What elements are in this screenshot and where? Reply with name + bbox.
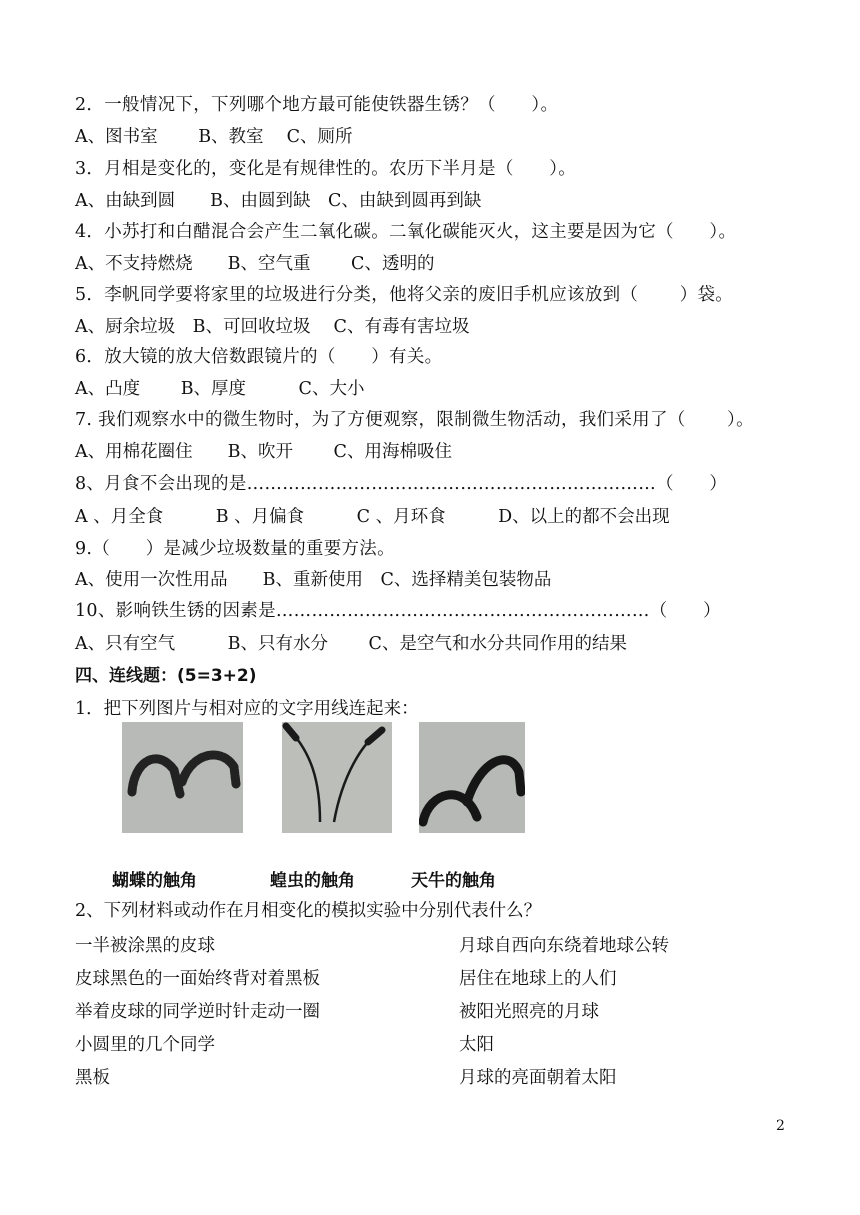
matching-instruction-2: 2、下列材料或动作在月相变化的模拟实验中分别代表什么？ xyxy=(75,901,542,921)
question-2: 2．一般情况下，下列哪个地方最可能使铁器生锈？（ ）。 xyxy=(75,95,559,115)
options-7: A、用棉花圈住 B、吹开 C、用海棉吸住 xyxy=(75,442,452,462)
options-9: A、使用一次性用品 B、重新使用 C、选择精美包装物品 xyxy=(75,570,552,590)
beetle-antennae-photo xyxy=(419,722,525,833)
right-item-5: 月球的亮面朝着太阳 xyxy=(459,1068,617,1088)
left-item-4: 小圆里的几个同学 xyxy=(75,1035,215,1055)
section-title: 四、连线题：(5=3+2) xyxy=(75,666,257,686)
right-item-2: 居住在地球上的人们 xyxy=(459,969,617,989)
left-item-2: 皮球黑色的一面始终背对着黑板 xyxy=(75,969,320,989)
label-butterfly: 蝴蝶的触角 xyxy=(112,871,197,891)
left-item-3: 举着皮球的同学逆时针走动一圈 xyxy=(75,1002,320,1022)
locust-antennae-photo xyxy=(282,722,392,833)
label-beetle: 天牛的触角 xyxy=(411,871,496,891)
left-item-5: 黑板 xyxy=(75,1068,110,1088)
matching-instruction-1: 1．把下列图片与相对应的文字用线连起来： xyxy=(75,699,419,719)
options-6: A、凸度 B、厚度 C、大小 xyxy=(75,379,365,399)
question-6: 6．放大镜的放大倍数跟镜片的（ ）有关。 xyxy=(75,347,443,367)
question-8: 8、月食不会出现的是……………………………………………………………（ ） xyxy=(75,474,728,494)
options-3: A、由缺到圆 B、由圆到缺 C、由缺到圆再到缺 xyxy=(75,191,482,211)
label-locust: 蝗虫的触角 xyxy=(270,871,355,891)
question-3: 3．月相是变化的，变化是有规律性的。农历下半月是（ ）。 xyxy=(75,159,577,179)
question-4: 4．小苏打和白醋混合会产生二氧化碳。二氧化碳能灭火，这主要是因为它（ ）。 xyxy=(75,222,737,242)
options-5: A、厨余垃圾 B、可回收垃圾 C、有毒有害垃圾 xyxy=(75,317,470,337)
butterfly-antennae-photo xyxy=(122,722,243,833)
options-10: A、只有空气 B、只有水分 C、是空气和水分共同作用的结果 xyxy=(75,634,627,654)
left-item-1: 一半被涂黑的皮球 xyxy=(75,936,215,956)
options-8: A 、月全食 B 、月偏食 C 、月环食 D、以上的都不会出现 xyxy=(75,507,670,527)
page-number: 2 xyxy=(776,1118,785,1134)
question-7: 7. 我们观察水中的微生物时，为了方便观察，限制微生物活动，我们采用了（ ）。 xyxy=(75,410,754,430)
question-5: 5．李帆同学要将家里的垃圾进行分类，他将父亲的废旧手机应该放到（ ）袋。 xyxy=(75,285,734,305)
right-item-1: 月球自西向东绕着地球公转 xyxy=(459,936,669,956)
question-10: 10、影响铁生锈的因素是………………………………………………………（ ） xyxy=(75,601,721,621)
question-9: 9.（ ）是减少垃圾数量的重要方法。 xyxy=(75,539,395,559)
options-4: A、不支持燃烧 B、空气重 C、透明的 xyxy=(75,254,435,274)
right-item-4: 太阳 xyxy=(459,1035,494,1055)
options-2: A、图书室 B、教室 C、厕所 xyxy=(75,127,353,147)
right-item-3: 被阳光照亮的月球 xyxy=(459,1002,599,1022)
